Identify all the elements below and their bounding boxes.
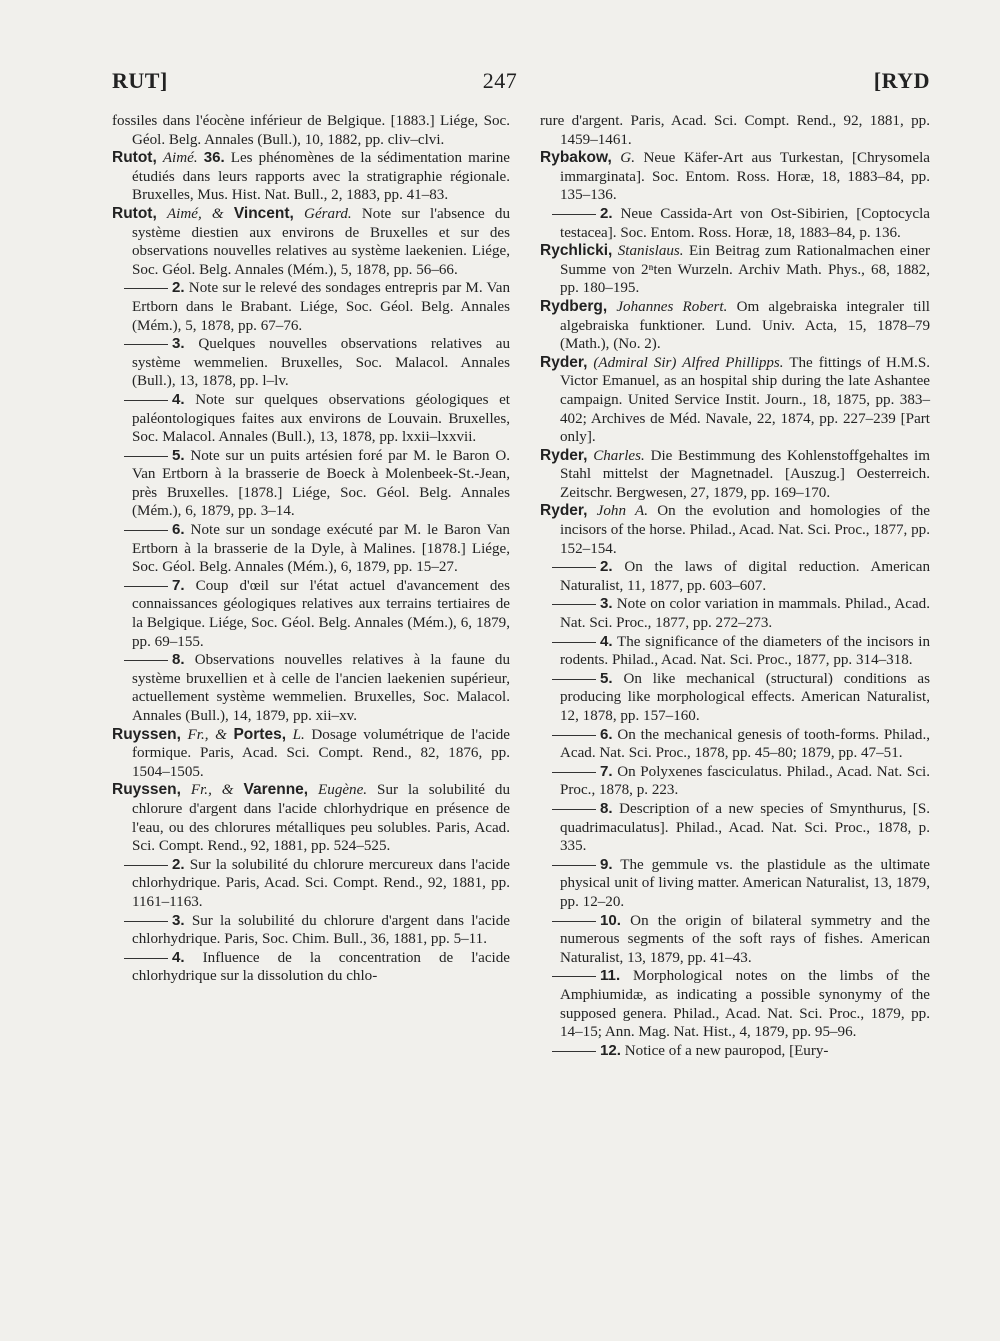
ditto-rule <box>552 976 596 977</box>
coauthor-name: Vincent, <box>233 204 294 222</box>
author-given-name: John A. <box>596 503 648 520</box>
author-given-name: (Admiral Sir) Alfred Phillipps. <box>593 354 784 371</box>
entry-text: fossiles dans l'éocène inférieur de Belgique. [1883.] Liége, Soc. Géol. Belg. Annales (Bull.), 10, 1882, pp. cliv–clvi. <box>112 113 510 148</box>
ditto-rule <box>552 865 596 866</box>
running-head-right: [RYD <box>873 68 930 93</box>
bibliography-entry <box>540 967 930 1041</box>
ditto-rule <box>552 809 596 810</box>
entry-number: 3. <box>600 595 613 613</box>
coauthor-name: Varenne, <box>243 781 309 799</box>
entry-text: On the laws of digital reduction. American Naturalist, 11, 1877, pp. 603–607. <box>560 559 931 594</box>
author-name: Rybakow, <box>540 149 612 167</box>
entry-text: Ein Beitrag zum Rationalmachen einer Summe von 2ⁿten Wurzeln. Archiv Math. Phys., 68, 1882, pp. 180–195. <box>560 243 930 297</box>
ditto-rule <box>552 735 596 736</box>
author-name: Ryder, <box>540 502 588 520</box>
page-number: 247 <box>482 68 518 93</box>
author-given-name: Johannes Robert. <box>616 298 728 315</box>
ditto-rule <box>552 679 596 680</box>
entry-number: 12. <box>600 1041 621 1059</box>
bibliography-entry <box>112 912 510 949</box>
entry-text: On the origin of bilateral symmetry and the numerous segments of the soft rays of fishes. American Naturalist, 13, 1879, pp. 41–43. <box>560 912 930 966</box>
entry-number: 10. <box>600 911 621 929</box>
entry-text: On the evolution and homologies of the incisors of the horse. Philad., Acad. Nat. Sci. Proc., 1877, pp. 152–154. <box>560 503 930 557</box>
ditto-rule <box>552 214 596 215</box>
entry-number: 5. <box>600 669 613 687</box>
author-name: Rychlicki, <box>540 242 613 260</box>
bibliography-entry <box>112 726 510 782</box>
ditto-rule <box>552 772 596 773</box>
ditto-rule <box>124 400 168 401</box>
bibliography-entry <box>112 447 510 521</box>
bibliography-entry <box>540 242 930 298</box>
right-column <box>540 112 930 1060</box>
entry-text: Sur la solubilité du chlorure d'argent dans l'acide chlorhydrique. Paris, Soc. Chim. Bull., 36, 1881, pp. 5–11. <box>132 912 510 948</box>
coauthor-given-name: Eugène. <box>318 782 368 799</box>
author-given-name: Charles. <box>593 447 645 464</box>
entry-number: 2. <box>172 279 185 297</box>
entry-text: Sur la solubilité du chlorure d'argent dans l'acide chlorhydrique en présence de l'eau, ou des chlorures métalliques peu solubles. Paris, Acad. Sci. Compt. Rend., 92, 1881, pp. 524–525. <box>132 782 511 855</box>
author-given-name: Fr., & <box>187 726 234 743</box>
entry-number: 4. <box>172 948 185 966</box>
ditto-rule <box>124 865 168 866</box>
entry-text: The gemmule vs. the plastidule as the ultimate physical unit of living matter. American Naturalist, 13, 1879, pp. 12–20. <box>560 856 930 910</box>
bibliography-entry <box>112 781 510 855</box>
entry-text: Influence de la concentration de l'acide chlorhydrique sur la dissolution du chlo- <box>132 949 510 985</box>
ditto-rule <box>552 567 596 568</box>
entry-text: Note on color variation in mammals. Philad., Acad. Nat. Sci. Proc., 1877, pp. 272–273. <box>560 596 930 632</box>
author-name: Rutot, <box>112 149 157 167</box>
entry-number: 6. <box>600 725 613 743</box>
ditto-rule <box>124 958 168 959</box>
ditto-rule <box>552 642 596 643</box>
author-given-name: G. <box>620 150 635 167</box>
ditto-rule <box>552 604 596 605</box>
ditto-rule <box>124 344 168 345</box>
running-head-left: RUT] <box>112 68 168 93</box>
ditto-rule <box>124 921 168 922</box>
entry-number: 11. <box>600 967 621 985</box>
bibliography-entry <box>540 1042 930 1061</box>
entry-text: Dosage volumétrique de l'acide formique. Paris, Acad. Sci. Compt. Rend., 82, 1876, pp. 1504–1505. <box>132 726 510 780</box>
entry-text: Notice of a new pauropod, [Eury- <box>624 1042 829 1059</box>
bibliography-entry <box>112 521 510 577</box>
bibliography-entry <box>540 149 930 205</box>
entry-number: 8. <box>172 651 185 669</box>
author-name: Ryder, <box>540 353 588 371</box>
bibliography-entry <box>112 112 510 149</box>
bibliography-entry <box>112 856 510 912</box>
entry-text: On like mechanical (structural) conditions as producing like morphological effects. American Naturalist, 12, 1878, pp. 157–160. <box>560 670 930 724</box>
left-column <box>112 112 510 986</box>
bibliography-entry <box>540 633 930 670</box>
bibliography-entry <box>112 651 510 725</box>
entry-text: Description of a new species of Smynthurus, [S. quadrimaculatus]. Philad., Acad. Nat. Sci. Proc., 1878, p. 335. <box>560 800 930 855</box>
coauthor-given-name: Gérard. <box>304 205 352 222</box>
coauthor-name: Portes, <box>233 725 287 743</box>
bibliography-entry <box>540 558 930 595</box>
entry-text: Note sur un sondage exécuté par M. le Baron Van Ertborn à la brasserie de la Dyle, à Malines. [1878.] Liége, Soc. Géol. Belg. Annales (Mém.), 6, 1879, pp. 15–27. <box>132 522 510 576</box>
ditto-rule <box>552 921 596 922</box>
bibliography-entry <box>540 670 930 726</box>
ditto-rule <box>124 660 168 661</box>
entry-number: 5. <box>172 446 185 464</box>
entry-text: Quelques nouvelles observations relatives au système wemmelien. Bruxelles, Soc. Malacol. Annales (Bull.), 13, 1878, pp. l–lv. <box>132 336 510 390</box>
ditto-rule <box>124 530 168 531</box>
entry-number: 36. <box>203 149 225 167</box>
entry-text: Die Bestimmung des Kohlenstoffgehaltes im Stahl mittelst der Magnetnadel. [Auszug.] Oesterreich. Zeitschr. Bergwesen, 27, 1879, pp. 169–170. <box>560 447 930 501</box>
entry-text: Morphological notes on the limbs of the Amphiumidæ, as indicating a possible synonymy of the supposed genera. Philad., Acad. Nat. Sci. Proc., 1879, pp. 14–15; Ann. Mag. Nat. Hist., 4, 1879, pp. 95–96. <box>560 968 930 1041</box>
bibliography-entry <box>112 949 510 986</box>
entry-number: 6. <box>172 521 185 539</box>
entry-text: The fittings of H.M.S. Victor Emanuel, as an hospital ship during the late Ashantee campaign. United Service Instit. Journ., 18, 1875, pp. 383–402; Archives de Méd. Navale, 22, 1874, pp. 227–239 [Part only]. <box>560 354 930 446</box>
ditto-rule <box>124 288 168 289</box>
entry-text: Les phénomènes de la sédimentation marine étudiés dans leurs rapports avec la stratigraphie régionale. Bruxelles, Mus. Hist. Nat. Bull., 2, 1883, pp. 41–83. <box>132 150 510 204</box>
bibliography-entry <box>112 149 510 205</box>
bibliography-entry <box>112 577 510 651</box>
author-given-name: Fr., & <box>190 782 244 799</box>
entry-number: 8. <box>600 799 613 817</box>
entry-number: 4. <box>172 390 185 408</box>
bibliography-entry <box>540 595 930 632</box>
author-name: Ruyssen, <box>112 781 181 799</box>
author-given-name: Aimé. <box>162 150 198 167</box>
author-name: Rydberg, <box>540 297 608 315</box>
entry-number: 7. <box>600 762 613 780</box>
bibliography-entry <box>540 912 930 968</box>
entry-number: 2. <box>172 855 185 873</box>
author-given-name: Stanislaus. <box>617 243 684 260</box>
entry-text: Neue Käfer-Art aus Turkestan, [Chrysomela immarginata]. Soc. Entom. Ross. Horæ, 18, 1883–84, pp. 135–136. <box>560 150 930 204</box>
bibliography-entry <box>540 763 930 800</box>
bibliography-entry <box>540 726 930 763</box>
coauthor-given-name: L. <box>292 726 305 743</box>
entry-text: On the mechanical genesis of tooth-forms. Philad., Acad. Nat. Sci. Proc., 1878, pp. 45–80; 1879, pp. 47–51. <box>560 726 930 762</box>
entry-text: Observations nouvelles relatives à la faune du système bruxellien et à celle de l'ancien laekenien supérieur, actuellement système wemmelien. Bruxelles, Soc. Malacol. Annales (Bull.), 14, 1879, pp. xii–xv. <box>132 652 511 724</box>
entry-number: 7. <box>172 576 185 594</box>
bibliography-entry <box>540 112 930 149</box>
entry-text: Coup d'œil sur l'état actuel d'avancement des connaissances géologiques relatives aux terrains tertiaires de la Belgique. Liége, Soc. Géol. Belg. Annales (Mém.), 6, 1879, pp. 69–155. <box>132 577 510 650</box>
author-name: Ryder, <box>540 446 588 464</box>
entry-text: Neue Cassida-Art von Ost-Sibirien, [Coptocycla testacea]. Soc. Entom. Ross. Horæ, 18, 1883–84, p. 136. <box>560 205 930 241</box>
entry-text: Note sur le relevé des sondages entrepris par M. Van Ertborn dans le Brabant. Liége, Soc. Géol. Belg. Annales (Mém.), 5, 1878, pp. 67–76. <box>132 280 510 334</box>
entry-number: 2. <box>600 204 613 222</box>
ditto-rule <box>552 1051 596 1052</box>
author-name: Ruyssen, <box>112 725 181 743</box>
bibliography-entry <box>112 205 510 279</box>
bibliography-entry <box>540 298 930 354</box>
bibliography-entry <box>112 391 510 447</box>
bibliography-entry <box>540 856 930 912</box>
entry-text: Note sur quelques observations géologiques et paléontologiques faites aux environs de Louvain. Bruxelles, Soc. Malacol. Annales (Bull.), 13, 1878, pp. lxxii–lxxvii. <box>132 391 510 446</box>
bibliography-entry <box>112 279 510 335</box>
bibliography-entry <box>540 800 930 856</box>
entry-text: Sur la solubilité du chlorure mercureux dans l'acide chlorhydrique. Paris, Acad. Sci. Compt. Rend., 92, 1881, pp. 1161–1163. <box>132 856 510 910</box>
entry-text: rure d'argent. Paris, Acad. Sci. Compt. Rend., 92, 1881, pp. 1459–1461. <box>540 113 930 148</box>
bibliography-entry <box>540 354 930 447</box>
entry-number: 2. <box>600 558 613 576</box>
entry-text: The significance of the diameters of the incisors in rodents. Philad., Acad. Nat. Sci. Proc., 1877, pp. 314–318. <box>560 633 930 669</box>
entry-number: 3. <box>172 335 185 353</box>
bibliography-entry <box>540 447 930 503</box>
bibliography-entry <box>540 205 930 242</box>
ditto-rule <box>124 586 168 587</box>
entry-text: Om algebraiska integraler till algebraiska funktioner. Lund. Univ. Acta, 15, 1878–79 (Math.), (No. 2). <box>560 298 931 353</box>
entry-number: 3. <box>172 911 185 929</box>
author-given-name: Aimé, & <box>166 205 234 222</box>
entry-number: 4. <box>600 632 613 650</box>
entry-number: 9. <box>600 855 613 873</box>
author-name: Rutot, <box>112 204 157 222</box>
entry-text: Note sur l'absence du système diestien aux environs de Bruxelles et sur des observations nouvelles relatives au système laekenien. Liége, Soc. Géol. Belg. Annales (Mém.), 5, 1878, pp. 56–66. <box>132 205 510 278</box>
ditto-rule <box>124 456 168 457</box>
entry-text: Note sur un puits artésien foré par M. le Baron O. Van Ertborn à la brasserie de Boeck à Molenbeek-St.-Jean, près Bruxelles. [1878.] Liége, Soc. Géol. Belg. Annales (Mém.), 6, 1879, pp. 3–14. <box>132 447 510 520</box>
entry-text: On Polyxenes fasciculatus. Philad., Acad. Nat. Sci. Proc., 1878, p. 223. <box>560 763 930 799</box>
bibliography-entry <box>540 502 930 558</box>
bibliography-entry <box>112 335 510 391</box>
